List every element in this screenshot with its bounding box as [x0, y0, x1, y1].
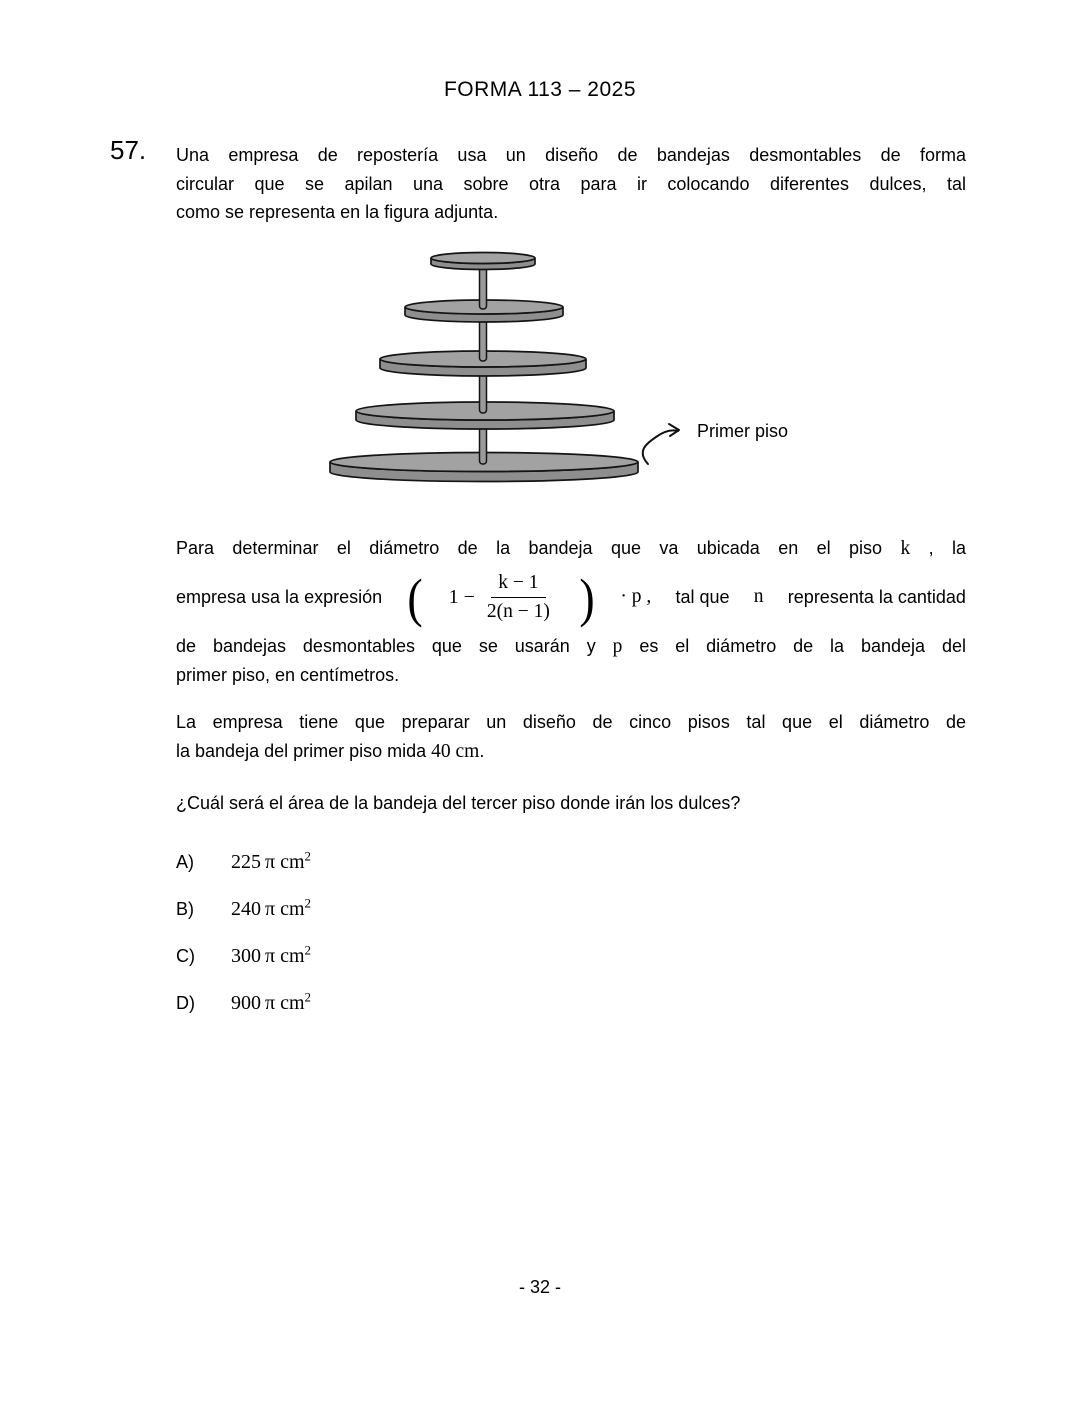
text-run: Para determinar el diámetro de la bandeja que va ubicada en el piso [176, 538, 901, 558]
page-title: FORMA 113 – 2025 [443, 78, 637, 101]
option-value-text: 240 π cm [231, 898, 305, 920]
text-run: . [479, 740, 485, 761]
formula-lead: 1 − [448, 586, 475, 609]
formula-expression [449, 571, 554, 625]
figure-label: Primer piso [697, 421, 789, 441]
tray-5 [431, 253, 535, 270]
formula-paragraph-line-1 [176, 534, 966, 564]
text-run: de bandejas desmontables que se usarán y [176, 635, 613, 656]
answer-options [176, 848, 696, 1039]
option-value [231, 895, 312, 921]
option-exponent: 2 [304, 942, 312, 958]
question-intro [176, 141, 966, 227]
text-run: es el diámetro de la bandeja del [622, 635, 966, 656]
option-d [176, 989, 696, 1015]
formula-multiplier: · p , [620, 586, 652, 608]
option-letter: B) [176, 899, 194, 919]
intro-line: como se representa en la figura adjunta. [176, 202, 499, 222]
math-value-40cm: 40 cm [431, 740, 480, 762]
fraction [483, 571, 554, 625]
option-value [231, 848, 312, 874]
text-run: la bandeja del primer piso mida [176, 740, 432, 761]
math-var-k: k [900, 538, 911, 559]
option-b [176, 895, 696, 921]
fraction-denominator: 2(n − 1) [486, 601, 550, 622]
formula-paragraph-line-3 [176, 632, 966, 662]
open-paren: ( [407, 567, 424, 628]
question-prompt: ¿Cuál será el área de la bandeja del tercer piso donde irán los dulces? [176, 793, 741, 813]
formula-paragraph [176, 534, 966, 690]
option-exponent: 2 [304, 989, 312, 1005]
option-value-text: 300 π cm [231, 945, 305, 967]
tray-stand-figure [320, 244, 820, 486]
text-run: tal que [675, 587, 730, 608]
option-value [231, 989, 312, 1015]
close-paren: ) [579, 567, 595, 628]
text-run: empresa usa la expresión [176, 587, 383, 608]
option-letter: C) [176, 946, 195, 966]
option-exponent: 2 [304, 848, 312, 864]
option-c [176, 942, 696, 968]
intro-line: circular que se apilan una sobre otra para ir colocando diferentes dulces, tal [176, 173, 966, 194]
text-run: representa la cantidad [787, 587, 966, 608]
text-run: , la [910, 538, 966, 558]
option-exponent: 2 [304, 895, 312, 911]
option-letter: D) [176, 993, 195, 1013]
formula-line [176, 564, 966, 632]
fraction-numerator: k − 1 [491, 571, 545, 598]
conditions-line-2 [176, 737, 966, 767]
option-a [176, 848, 696, 874]
conditions-paragraph [176, 708, 966, 766]
intro-line: Una empresa de repostería usa un diseño de bandejas desmontables de forma [176, 145, 966, 165]
option-value [231, 942, 312, 968]
option-letter: A) [176, 852, 194, 872]
math-var-p: p [612, 635, 623, 657]
option-value-text: 900 π cm [231, 992, 305, 1014]
math-var-n: n [753, 586, 764, 608]
conditions-line-1: La empresa tiene que preparar un diseño de cinco pisos tal que el diámetro de [176, 712, 966, 732]
formula-paragraph-line-4: primer piso, en centímetros. [176, 665, 400, 685]
option-value-text: 225 π cm [231, 851, 305, 873]
pointer-arrow [643, 424, 679, 464]
question-number: 57. [110, 135, 147, 165]
page-number: - 32 - [518, 1277, 561, 1297]
